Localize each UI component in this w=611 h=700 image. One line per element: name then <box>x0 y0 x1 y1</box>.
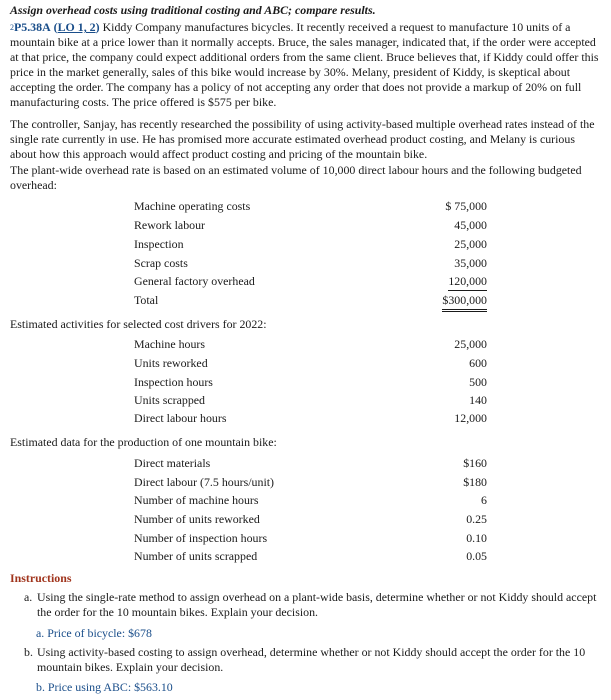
row-value: 0.25 <box>466 512 487 526</box>
instruction-text: Using activity-based costing to assign overhead, determine whether or not Kiddy should accept the order for the 10 mountain bikes. Explain your decision. <box>37 645 586 674</box>
row-value: 0.10 <box>466 531 487 545</box>
row-label: Machine operating costs <box>134 199 251 213</box>
instruction-b <box>24 645 604 675</box>
bike-data-heading: Estimated data for the production of one mountain bike: <box>10 435 277 449</box>
row-label: Inspection hours <box>134 375 213 389</box>
row-label: General factory overhead <box>134 274 255 288</box>
overhead-intro-paragraph: The plant-wide overhead rate is based on an estimated volume of 10,000 direct labour hours and the following budgeted overhead: <box>10 163 582 192</box>
row-label: Direct labour (7.5 hours/unit) <box>134 475 275 489</box>
table-row <box>0 531 611 549</box>
problem-title: Assign overhead costs using traditional costing and ABC; compare results. <box>10 3 376 17</box>
table-row <box>0 456 611 474</box>
instruction-a <box>24 590 604 620</box>
row-value: 25,000 <box>454 337 487 351</box>
row-label: Number of units reworked <box>134 512 260 526</box>
row-value: 500 <box>469 375 487 389</box>
row-value: 120,000 <box>448 274 487 291</box>
instructions-heading: Instructions <box>10 571 72 585</box>
intro-text: Kiddy Company manufactures bicycles. It recently received a request to manufacture 10 units of a mountain bike at a price lower than it normally accepts. Bruce, the sales manager, indicated that, if the order were accepted at that price, the company could expect additional orders from the same client. Bruce believes that, if Kiddy could offer this price in the market generally, sales of this bike would increase by 30%. Melany, president of Kiddy, is skeptical about accepting the order. The company has a policy of not accepting any order that does not provide a markup of 20% on full manufacturing costs. The price offered is $575 per bike. <box>10 20 599 109</box>
row-label: Number of inspection hours <box>134 531 268 545</box>
row-label: Number of units scrapped <box>134 549 258 563</box>
instruction-text: Using the single-rate method to assign overhead on a plant-wide basis, determine whether or not Kiddy should accept the order for the 10 mountain bikes. Explain your decision. <box>37 590 597 619</box>
row-value: $160 <box>463 456 487 470</box>
row-value: 25,000 <box>454 237 487 251</box>
table-row <box>0 199 611 217</box>
row-label: Number of machine hours <box>134 493 259 507</box>
learning-objective-link[interactable]: LO 1, 2 <box>57 20 96 34</box>
row-label: Units scrapped <box>134 393 205 407</box>
row-label: Direct materials <box>134 456 211 470</box>
row-value: $300,000 <box>442 293 487 312</box>
row-label: Direct labour hours <box>134 411 227 425</box>
table-row <box>0 237 611 255</box>
table-row <box>0 512 611 530</box>
table-row <box>0 375 611 393</box>
row-value: 45,000 <box>454 218 487 232</box>
table-row <box>0 356 611 374</box>
activities-heading: Estimated activities for selected cost drivers for 2022: <box>10 317 267 331</box>
row-value: 6 <box>481 493 487 507</box>
table-row <box>0 411 611 429</box>
controller-paragraph: The controller, Sanjay, has recently researched the possibility of using activity-based multiple overhead rates instead of the single rate currently in use. He has promised more accurate estimated overhead product costing, and Melany is curious about how this approach would affect product costing and pricing of the mountain bike. <box>10 117 595 161</box>
problem-intro-paragraph <box>10 20 604 110</box>
row-label: Total <box>134 293 159 307</box>
row-label: Scrap costs <box>134 256 188 270</box>
table-row-total <box>0 293 611 311</box>
row-value: 35,000 <box>454 256 487 270</box>
problem-id: P5.38A <box>14 20 51 34</box>
table-row <box>0 475 611 493</box>
table-row <box>0 256 611 274</box>
answer-b: b. Price using ABC: $563.10 <box>36 680 173 694</box>
instruction-letter: a. <box>24 590 33 604</box>
row-value: $180 <box>463 475 487 489</box>
row-value: 140 <box>469 393 487 407</box>
row-label: Inspection <box>134 237 184 251</box>
table-row <box>0 337 611 355</box>
table-row <box>0 218 611 236</box>
row-label: Units reworked <box>134 356 208 370</box>
instruction-letter: b. <box>24 645 33 659</box>
row-value: 600 <box>469 356 487 370</box>
row-label: Machine hours <box>134 337 205 351</box>
table-row <box>0 493 611 511</box>
row-value: $ 75,000 <box>445 199 487 213</box>
answer-a: a. Price of bicycle: $678 <box>36 626 152 640</box>
table-row <box>0 393 611 411</box>
row-value: 0.05 <box>466 549 487 563</box>
table-row <box>0 549 611 567</box>
row-label: Rework labour <box>134 218 205 232</box>
row-value: 12,000 <box>454 411 487 425</box>
difficulty-marker: 2 <box>10 23 14 32</box>
table-row <box>0 274 611 292</box>
lo-close: ) <box>95 20 100 34</box>
lo-open: ( <box>53 20 58 34</box>
